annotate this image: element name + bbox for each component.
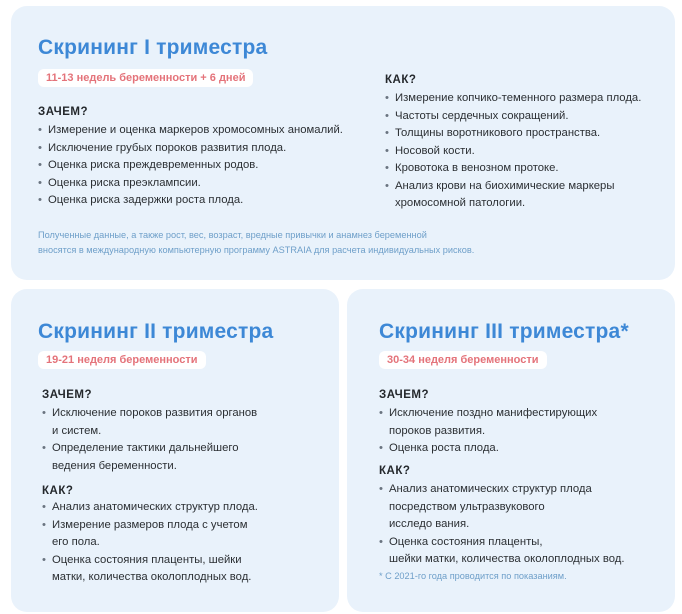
list-item: • Анализ анатомических структур плода. [42, 499, 258, 517]
footnote: * С 2021-го года проводится по показаниям. [379, 571, 567, 581]
weeks-badge: 11-13 недель беременности + 6 дней [38, 69, 253, 87]
why-heading: ЗАЧЕМ? [379, 389, 429, 401]
list-item: • Кровотока в венозном протоке. [385, 160, 641, 178]
list-item-line: его пола. [52, 536, 100, 548]
list-item-line: шейки матки, количества околоплодных вод. [389, 553, 625, 565]
how-heading: КАК? [42, 485, 74, 497]
list-item-line: посредством ультразвукового [389, 500, 545, 513]
list-item [379, 481, 624, 534]
list-item: • Измерение и оценка маркеров хромосомных аномалий. [38, 122, 343, 140]
list-item: • Исключение грубых пороков развития плода. [38, 140, 343, 158]
card-trimester-2 [11, 289, 339, 612]
list-item-line: • Анализ крови на биохимические маркеры [395, 179, 615, 192]
list-item-line: • Исключение поздно манифестирующих [389, 407, 598, 419]
card-trimester-3 [347, 289, 675, 612]
list-item-line: • Оценка состояния плаценты, шейки [52, 553, 242, 566]
list-item-line: и систем. [52, 424, 102, 437]
list-item-line: ведения беременности. [52, 459, 177, 472]
list-item-line: • Измерение размеров плода с учетом [52, 518, 248, 531]
weeks-badge: 19-21 неделя беременности [38, 351, 206, 369]
list-item [379, 534, 624, 569]
how-list [379, 481, 624, 569]
list-item-line: • Исключение пороков развития органов [52, 407, 258, 419]
how-heading: КАК? [385, 74, 417, 86]
why-heading: ЗАЧЕМ? [42, 389, 92, 401]
list-item: • Оценка риска задержки роста плода. [38, 192, 343, 210]
list-item-line: хромосомной патологии. [395, 197, 526, 209]
list-item: • Оценка риска преэклампсии. [38, 175, 343, 193]
card-title: Скрининг I триместра [38, 36, 268, 59]
list-item-line: • Оценка состояния плаценты, [389, 535, 543, 548]
note-line: Полученные данные, а также рост, вес, возраст, вредные привычки и анамнез беременной [38, 230, 427, 240]
list-item: • Носовой кости. [385, 143, 641, 161]
list-item [42, 552, 258, 587]
list-item [379, 405, 597, 440]
list-item [42, 405, 257, 440]
card-title: Скрининг II триместра [38, 320, 274, 343]
how-heading: КАК? [379, 465, 411, 477]
how-list [42, 499, 258, 587]
list-item-line: матки, количества околоплодных вод. [52, 571, 252, 583]
note-line: вносятся в международную компьютерную программу ASTRAIA для расчета индивидуальных рисков. [38, 245, 475, 255]
list-item [42, 517, 258, 552]
why-list [379, 405, 597, 458]
why-list [42, 405, 257, 475]
list-item-line: пороков развития. [389, 424, 486, 437]
list-item: • Толщины воротникового пространства. [385, 125, 641, 143]
list-item [385, 178, 641, 213]
card-title: Скрининг III триместра* [379, 320, 629, 343]
how-list [385, 90, 641, 213]
why-list [38, 122, 343, 210]
list-item: • Измерение копчико-теменного размера плода. [385, 90, 641, 108]
card-trimester-1 [11, 6, 675, 280]
list-item-line: • Определение тактики дальнейшего [52, 442, 239, 454]
weeks-badge: 30-34 неделя беременности [379, 351, 547, 369]
list-item-line: исследо вания. [389, 518, 470, 530]
list-item: • Частоты сердечных сокращений. [385, 108, 641, 126]
list-item [42, 440, 257, 475]
list-item-line: • Анализ анатомических структур плода [389, 483, 592, 495]
list-item: • Оценка роста плода. [379, 440, 597, 458]
astraia-note [38, 228, 474, 258]
list-item: • Оценка риска преждевременных родов. [38, 157, 343, 175]
why-heading: ЗАЧЕМ? [38, 106, 88, 118]
